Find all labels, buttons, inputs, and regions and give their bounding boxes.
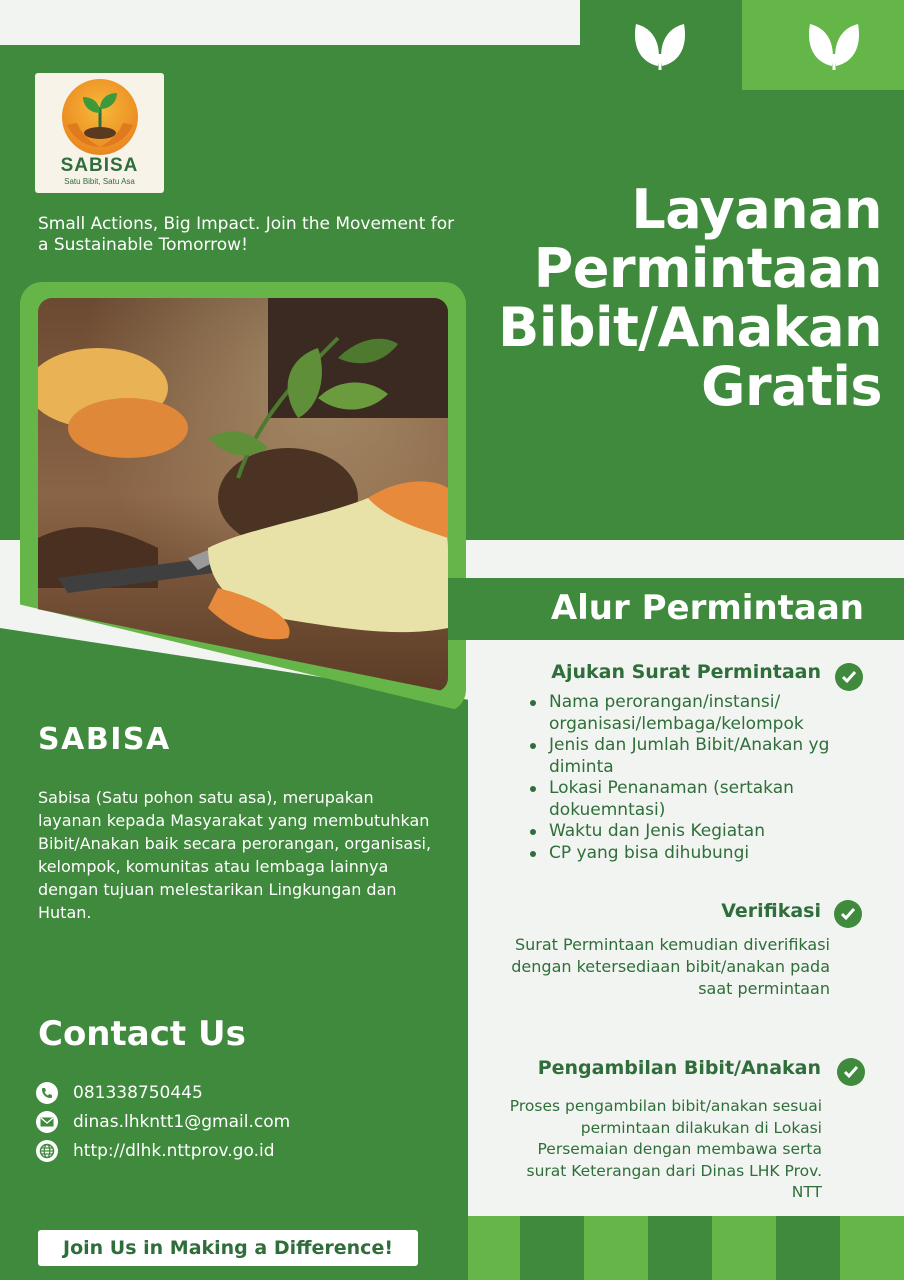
headline-line: Layanan (631, 178, 882, 241)
headline-line: Permintaan (533, 237, 882, 300)
list-item: Nama perorangan/instansi/ organisasi/lembaga/kelompok (528, 692, 888, 735)
top-white-strip (0, 0, 580, 45)
step-description: Proses pengambilan bibit/anakan sesuai permintaan dilakukan di Lokasi Persemaian dengan membawa serta surat Keterangan dari Dinas LHK Prov. NTT (509, 1097, 822, 1201)
step-title: Pengambilan Bibit/Anakan (537, 1057, 821, 1079)
step-title: Verifikasi (721, 900, 821, 922)
logo-tagline: Satu Bibit, Satu Asa (64, 177, 135, 186)
globe-icon (36, 1140, 58, 1162)
check-icon (837, 1058, 865, 1086)
tagline: Small Actions, Big Impact. Join the Movement for a Sustainable Tomorrow! (38, 214, 455, 255)
about-title: SABISA (38, 722, 171, 757)
phone-icon (36, 1082, 58, 1104)
logo-title: SABISA (60, 155, 139, 176)
contact-website (36, 1139, 436, 1163)
request-requirements-list (528, 692, 888, 864)
sabisa-logo (35, 73, 164, 193)
step-title: Ajukan Surat Permintaan (551, 661, 821, 683)
check-icon (834, 900, 862, 928)
seedling-hands-icon (59, 81, 141, 157)
join-us-button[interactable]: Join Us in Making a Difference! (38, 1230, 418, 1266)
list-item: Waktu dan Jenis Kegiatan (528, 821, 888, 843)
headline-line: Bibit/Anakan (498, 296, 882, 359)
bottom-stripe (712, 1216, 776, 1280)
bottom-stripe (776, 1216, 840, 1280)
contact-phone (36, 1081, 436, 1105)
headline-line: Gratis (701, 355, 882, 418)
headline (480, 180, 882, 416)
list-item: Jenis dan Jumlah Bibit/Anakan yg diminta (528, 735, 888, 778)
list-item: Lokasi Penanaman (sertakan dokuemntasi) (528, 778, 888, 821)
bottom-stripe (468, 1216, 520, 1280)
email-address[interactable]: dinas.lhkntt1@gmail.com (73, 1112, 291, 1132)
contact-title: Contact Us (38, 1014, 246, 1054)
bottom-stripe (840, 1216, 904, 1280)
alur-title: Alur Permintaan (550, 588, 864, 628)
step-description: Surat Permintaan kemudian diverifikasi dengan ketersediaan bibit/anakan pada saat permintaan (511, 935, 830, 998)
check-icon (835, 663, 863, 691)
contact-email (36, 1110, 436, 1134)
leaf-icon (630, 14, 690, 74)
bottom-stripe (648, 1216, 712, 1280)
bottom-stripe (520, 1216, 584, 1280)
list-item: CP yang bisa dihubungi (528, 843, 888, 865)
website-link[interactable]: http://dlhk.nttprov.go.id (73, 1141, 275, 1161)
about-description: Sabisa (Satu pohon satu asa), merupakan layanan kepada Masyarakat yang membutuhkan Bibit/Anakan baik secara perorangan, organisasi, kelompok, komunitas atau lembaga lainnya dengan tujuan melestarikan Lingkungan dan Hutan. (38, 788, 432, 922)
leaf-icon (804, 14, 864, 74)
bottom-stripe (584, 1216, 648, 1280)
phone-number[interactable]: 081338750445 (73, 1083, 203, 1103)
mail-icon (36, 1111, 58, 1133)
